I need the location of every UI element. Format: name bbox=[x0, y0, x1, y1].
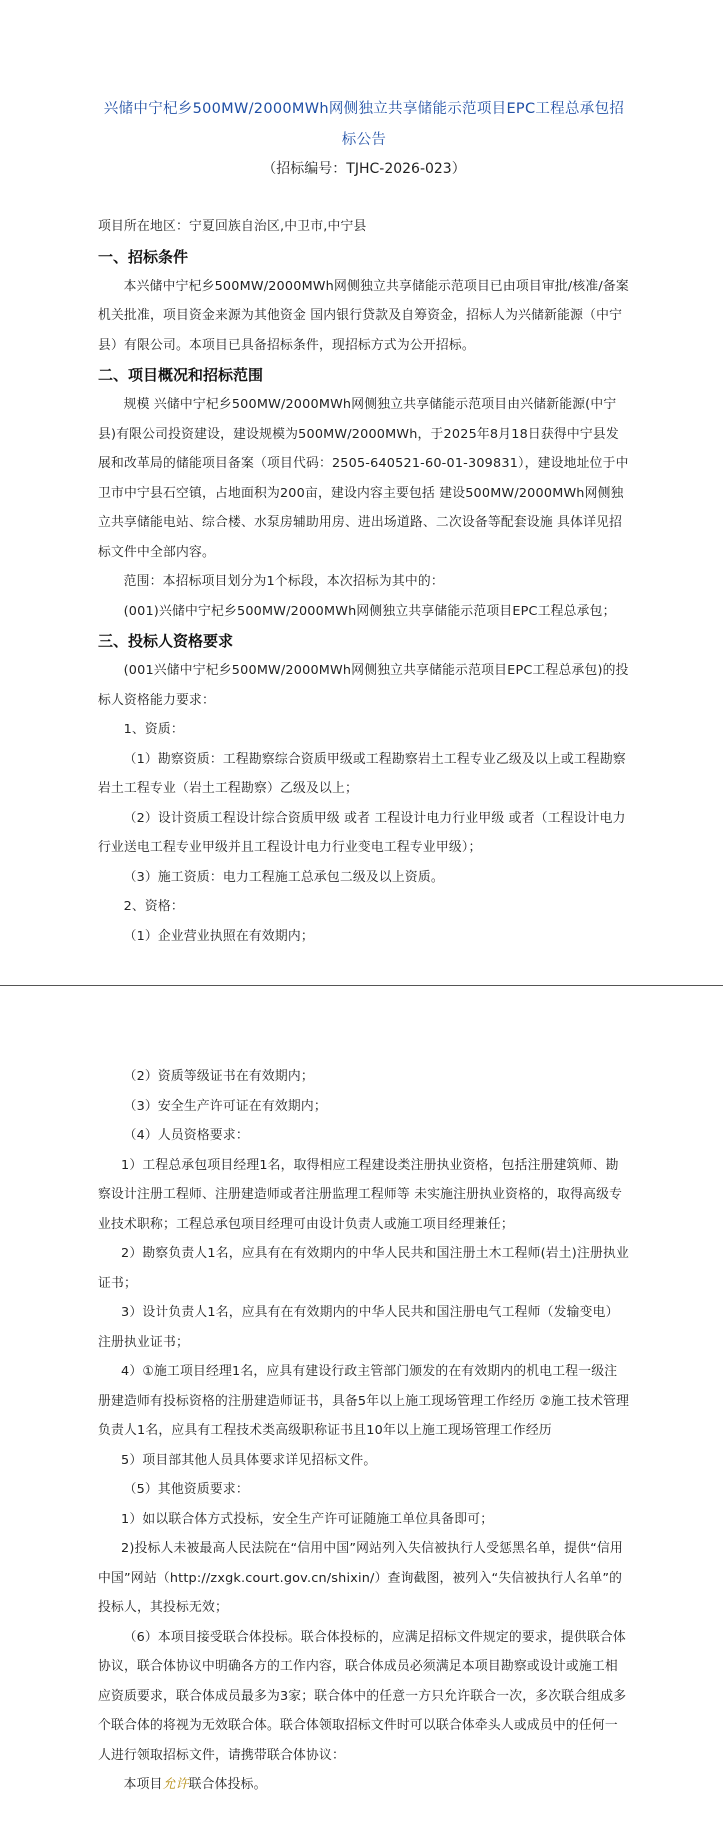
personnel-requirement: 3）设计负责人1名，应具有在有效期内的中华人民共和国注册电气工程师（发输变电）注册执业证书； bbox=[98, 1305, 619, 1350]
project-overview-paragraph: 规模 兴储中宁杞乡500MW/2000MWh网侧独立共享储能示范项目由兴储新能源(中宁县)有限公司投资建设，建设规模为500MW/2000MWh，于2025年8月18日获得中宁县发展和改革局的储能项目备案（项目代码：2505-640521-60-01-309831），建设地址位于中卫市中宁县石空镇，占地面积为200亩，建设内容主要包括 建设500MW/2000MWh网侧独立共享储能电站、综合楼、水泵房辅助用房、进出场道路、二次设备等配套设施 具体详见招标文件中全部内容。 bbox=[98, 397, 629, 560]
section-heading-project-overview: 二、项目概况和招标范围 bbox=[98, 366, 264, 384]
section-heading-bidder-qualifications: 三、投标人资格要求 bbox=[98, 632, 234, 650]
qualification-intro: (001兴储中宁杞乡500MW/2000MWh网侧独立共享储能示范项目EPC工程总承包)的投标人资格能力要求： bbox=[98, 663, 629, 708]
project-location: 项目所在地区：宁夏回族自治区,中卫市,中宁县 bbox=[98, 219, 367, 234]
qualification-item: （4）人员资格要求： bbox=[123, 1128, 249, 1143]
bid-number: （招标编号：TJHC-2026-023） bbox=[262, 161, 466, 177]
personnel-requirement: 1）工程总承包项目经理1名，取得相应工程建设类注册执业资格，包括注册建筑师、勘察设计注册工程师、注册建造师或者注册监理工程师等 未实施注册执业资格的，取得高级专业技术职称；工程总承包项目经理可由设计负责人或施工项目经理兼任； bbox=[98, 1157, 623, 1232]
page-1-content bbox=[98, 94, 630, 951]
joint-venture-prefix: 本项目 bbox=[123, 1777, 163, 1792]
qualification-item: （3）施工资质：电力工程施工总承包二级及以上资质。 bbox=[123, 869, 444, 885]
announcement-title: 兴储中宁杞乡500MW/2000MWh网侧独立共享储能示范项目EPC工程总承包招标公告 bbox=[103, 101, 625, 148]
personnel-requirement: 5）项目部其他人员具体要求详见招标文件。 bbox=[121, 1452, 377, 1468]
qualification-item: （2）资质等级证书在有效期内； bbox=[123, 1069, 314, 1084]
qualification-item: 2、资格： bbox=[123, 899, 184, 914]
page-2-content bbox=[98, 1062, 630, 1800]
qualification-item: （1）勘察资质：工程勘察综合资质甲级或工程勘察岩土工程专业乙级及以上或工程勘察岩土工程专业（岩土工程勘察）乙级及以上； bbox=[98, 751, 626, 796]
joint-venture-suffix: 联合体投标。 bbox=[188, 1777, 267, 1792]
joint-venture-allowed-word: 允许 bbox=[162, 1777, 189, 1792]
qualification-item: （2）设计资质工程设计综合资质甲级 或者 工程设计电力行业甲级 或者（工程设计电力行业送电工程专业甲级并且工程设计电力行业变电工程专业甲级）； bbox=[98, 810, 626, 855]
personnel-requirement: 4）①施工项目经理1名，应具有建设行政主管部门颁发的在有效期内的机电工程一级注册建造师有投标资格的注册建造师证书，具备5年以上施工现场管理工作经历 ②施工技术管理负责人1名，应具有工程技术类高级职称证书且10年以上施工现场管理工作经历 bbox=[98, 1364, 630, 1438]
joint-venture-allowed bbox=[98, 1770, 630, 1800]
qualification-item: （5）其他资质要求： bbox=[123, 1482, 249, 1497]
qualification-item: （1）企业营业执照在有效期内； bbox=[123, 928, 314, 944]
joint-venture-paragraph: （6）本项目接受联合体投标。联合体投标的，应满足招标文件规定的要求，提供联合体协议，联合体协议中明确各方的工作内容，联合体成员必须满足本项目勘察或设计或施工相应资质要求，联合体成员最多为3家；联合体中的任意一方只允许联合一次，多次联合组成多个联合体的将视为无效联合体。联合体领取招标文件时可以联合体牵头人或成员中的任何一人进行领取招标文件，请携带联合体协议： bbox=[98, 1629, 627, 1763]
qualification-item: （3）安全生产许可证在有效期内； bbox=[123, 1098, 327, 1114]
qualification-item: 1、资质： bbox=[123, 722, 184, 737]
bidding-conditions-paragraph: 本兴储中宁杞乡500MW/2000MWh网侧独立共享储能示范项目已由项目审批/核准/备案机关批准，项目资金来源为其他资金 国内银行贷款及自筹资金，招标人为兴储新能源（中宁县）有限公司。本项目已具备招标条件，现招标方式为公开招标。 bbox=[98, 278, 629, 353]
other-requirement: 1）如以联合体方式投标，安全生产许可证随施工单位具备即可； bbox=[121, 1511, 494, 1527]
section-heading-bidding-conditions: 一、招标条件 bbox=[98, 247, 189, 266]
personnel-requirement: 2）勘察负责人1名，应具有在有效期内的中华人民共和国注册土木工程师(岩土)注册执业证书； bbox=[98, 1246, 629, 1291]
document-page-2 bbox=[0, 986, 723, 1823]
bidding-scope: 范围：本招标项目划分为1个标段，本次招标为其中的： bbox=[123, 574, 444, 589]
other-requirement: 2)投标人未被最高人民法院在“信用中国”网站列入失信被执行人受惩黑名单，提供“信用中国”网站（http://zxgk.court.gov.cn/shixin/）查询截图，被列入“失信被执行人名单”的投标人，其投标无效； bbox=[98, 1541, 623, 1615]
lot-description: (001)兴储中宁杞乡500MW/2000MWh网侧独立共享储能示范项目EPC工程总承包； bbox=[123, 603, 616, 619]
